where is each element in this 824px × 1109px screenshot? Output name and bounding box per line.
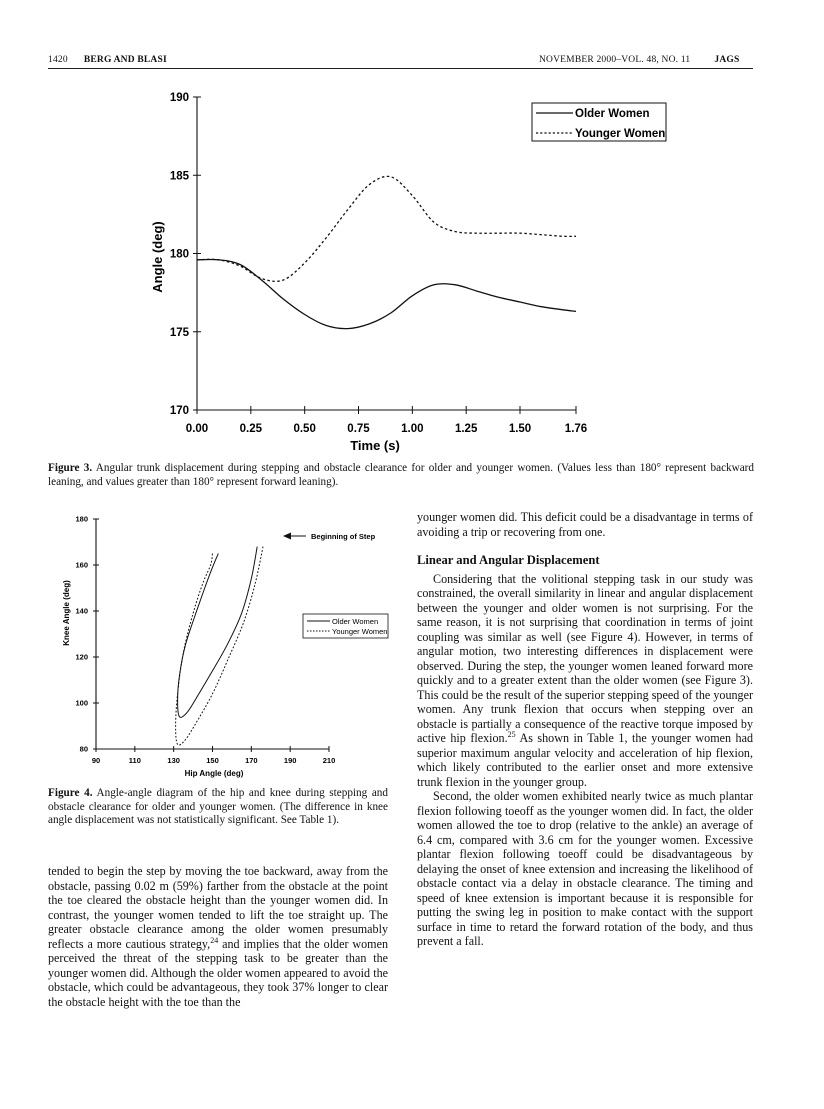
figure-4-chart bbox=[0, 0, 410, 790]
legend-label-younger: Younger Women bbox=[332, 627, 388, 636]
figure-4-label: Figure 4. bbox=[48, 787, 93, 799]
y-tick-label: 100 bbox=[75, 698, 88, 708]
y-tick-label: 160 bbox=[75, 560, 88, 570]
x-tick-label: 110 bbox=[128, 756, 141, 765]
x-tick-label: 190 bbox=[283, 756, 297, 765]
x-axis-label: Time (s) bbox=[350, 438, 400, 453]
figure-4-legend bbox=[303, 614, 388, 638]
paragraph: younger women did. This deficit could be a disadvantage in terms of avoiding a trip or recovering from one. bbox=[417, 510, 753, 539]
figure-4-caption-text: Angle-angle diagram of the hip and knee during stepping and obstacle clearance for older and younger women. (The difference in knee angle displacement was not statistically significant. See Table 1). bbox=[48, 787, 388, 827]
y-tick-label: 180 bbox=[169, 248, 189, 261]
figure-4-ticks bbox=[75, 515, 335, 765]
right-column-text bbox=[417, 510, 753, 949]
paragraph: Considering that the volitional stepping task in our study was constrained, the overall similarity in linear and angular displacement between the younger and older women is not surprising. For the same reason, it is not surprising that coordination in terms of joint coupling was similar as well (see Figure 4). However, in terms of angular motion, two interesting differences in displacement were observed. During the step, the younger women leaned forward more quickly and to a greater extent than the older women (see Figure 3). This could be the result of the superior stepping speed of the younger women. Any trunk flexion that occurs when stepping over an obstacle is partially a consequence of the reactive torque imposed by active hip flexion.$^{25}$ As shown in Table 1, the younger women had superior maximum angular velocity and acceleration of hip flexion, which likely contributed to the earlier onset and more extensive trunk flexion in the younger group. bbox=[417, 571, 753, 789]
x-tick-label: 170 bbox=[245, 756, 258, 765]
paragraph: tended to begin the step by moving the toe backward, away from the obstacle, passing 0.02 m (59%) farther from the obstacle at the point the toe cleared the obstacle height than the younger women did. In contrast, the younger women tended to lift the toe straight up. The greater obstacle clearance among the older women presumably reflects a more cautious strategy,$^{24}$ and implies that the older women perceived the threat of the stepping task to be greater than the younger women did. Although the older women appeared to avoid the obstacle, which could be advantageous, they took 37% longer to clear the obstacle height with the toe than the bbox=[48, 864, 388, 1009]
y-tick-label: 185 bbox=[169, 170, 189, 183]
x-tick-label: 1.00 bbox=[401, 423, 424, 435]
y-tick-label: 170 bbox=[169, 405, 189, 418]
x-tick-label: 130 bbox=[167, 756, 180, 765]
legend-label-older: Older Women bbox=[575, 108, 650, 120]
figure-3-legend bbox=[532, 103, 666, 141]
x-axis-label: Hip Angle (deg) bbox=[184, 769, 244, 778]
reference: 24 bbox=[210, 935, 219, 945]
y-tick-label: 190 bbox=[169, 92, 189, 105]
figure-3-label: Figure 3. bbox=[48, 462, 93, 474]
y-tick-label: 80 bbox=[79, 744, 88, 754]
y-axis-label: Knee Angle (deg) bbox=[62, 580, 71, 646]
x-tick-label: 90 bbox=[91, 756, 101, 765]
figure-4-caption bbox=[48, 787, 388, 828]
annotation-label: Beginning of Step bbox=[311, 532, 376, 541]
x-tick-label: 0.25 bbox=[239, 423, 263, 435]
y-tick-label: 180 bbox=[75, 514, 88, 524]
y-tick-label: 140 bbox=[75, 606, 88, 616]
figure-4-axes bbox=[96, 519, 329, 749]
x-tick-label: 1.50 bbox=[508, 423, 532, 435]
legend-label-older: Older Women bbox=[332, 617, 379, 626]
x-tick-label: 0.50 bbox=[293, 423, 316, 435]
reference: 25 bbox=[507, 729, 516, 739]
y-axis-label: Angle (deg) bbox=[150, 221, 165, 293]
y-tick-label: 120 bbox=[75, 652, 88, 662]
series-line-older-women bbox=[178, 547, 258, 718]
x-tick-label: 210 bbox=[322, 756, 336, 765]
figure-3-caption-text: Angular trunk displacement during stepping and obstacle clearance for older and younger women. (Values less than 180° represent backward leaning, and values greater than 180° represent forward leaning). bbox=[48, 462, 754, 488]
x-tick-label: 1.76 bbox=[564, 423, 588, 435]
left-column-text bbox=[48, 864, 388, 1009]
x-tick-label: 0.00 bbox=[185, 423, 209, 435]
y-tick-label: 175 bbox=[169, 326, 189, 339]
section-heading: Linear and Angular Displacement bbox=[417, 553, 600, 567]
beginning-of-step-annotation bbox=[283, 532, 376, 541]
journal-name: JAGS bbox=[714, 55, 740, 65]
running-authors: BERG AND BLASI bbox=[83, 55, 167, 65]
annotation-arrow-head bbox=[283, 533, 291, 540]
x-tick-label: 1.25 bbox=[454, 423, 478, 435]
legend-label-younger: Younger Women bbox=[575, 128, 666, 140]
issue-info: NOVEMBER 2000–VOL. 48, NO. 11 bbox=[539, 55, 691, 65]
figure-4-series bbox=[176, 547, 263, 746]
x-tick-label: 0.75 bbox=[347, 423, 370, 435]
paragraph: Second, the older women exhibited nearly twice as much plantar flexion following toeoff as the younger women did. In fact, the older women allowed the toe to drop (relative to the ankle) an average of 6.4 cm, compared with 3.6 cm for the younger women. Excessive plantar flexion following toeoff could be disadvantageous by delaying the onset of knee extension and increasing the likelihood of obstacle contact via a delay in obstacle clearance. The timing and speed of knee extension is important because it is responsible for putting the swing leg in position to make contact with the support surface in time to retard the forward rotation of the body, and thus prevent a fall. bbox=[417, 789, 753, 948]
page-number: 1420 bbox=[48, 55, 68, 65]
x-tick-label: 150 bbox=[206, 756, 219, 765]
series-line-younger-women bbox=[176, 547, 263, 746]
